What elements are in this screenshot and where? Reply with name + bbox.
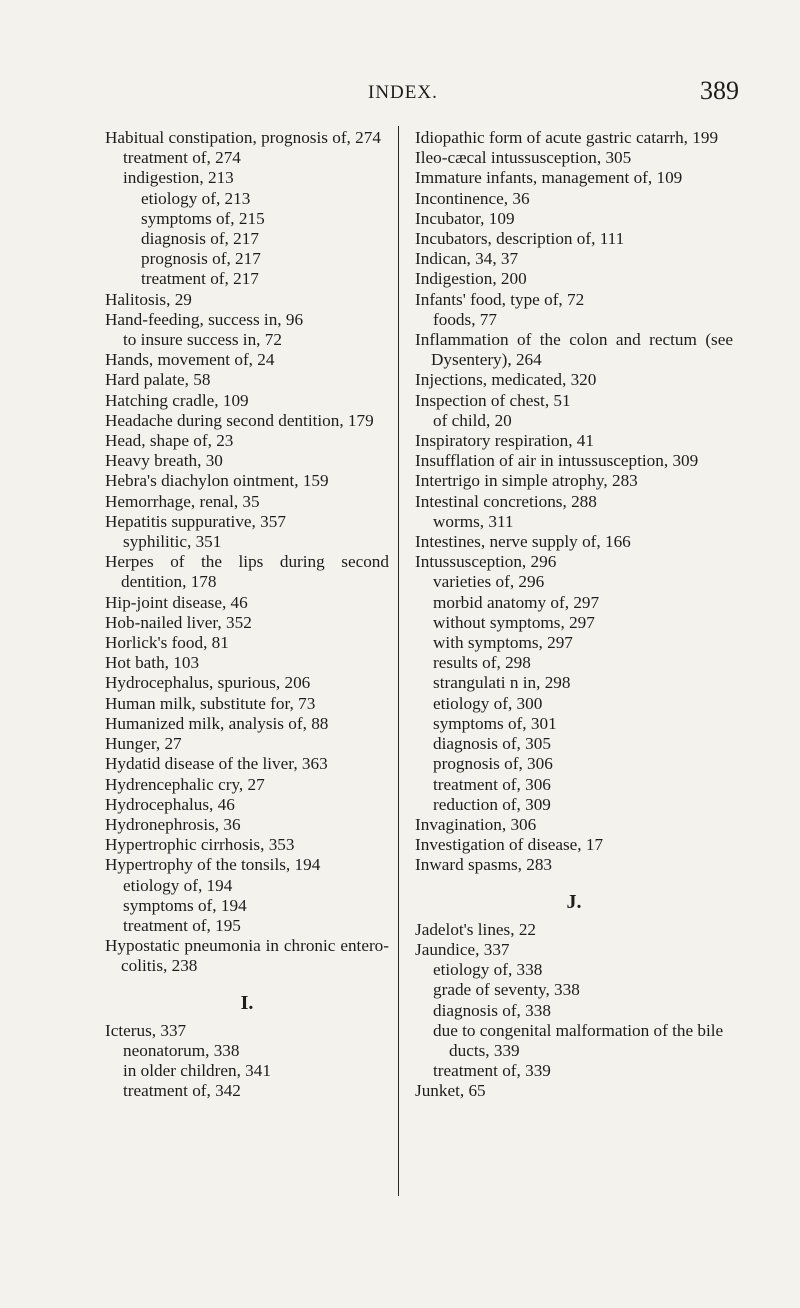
index-entry: Jadelot's lines, 22 bbox=[415, 919, 537, 939]
index-subentry: neonatorum, 338 bbox=[123, 1040, 240, 1060]
index-entry: Idiopathic form of acute gastric catarrh, 199 bbox=[415, 128, 719, 147]
index-subentry: treatment of, 274 bbox=[123, 148, 241, 168]
index-entry: Hydrocephalus, spurious, 206 bbox=[105, 673, 311, 693]
index-entry: Indican, 34, 37 bbox=[415, 249, 519, 269]
index-entry: Inspection of chest, 51 bbox=[415, 390, 571, 410]
index-subentry: strangulati n in, 298 bbox=[433, 673, 571, 693]
index-entry: Hebra's diachylon ointment, 159 bbox=[105, 471, 329, 491]
index-entry: Intussusception, 296 bbox=[415, 552, 557, 572]
index-entry: Hypertrophy of the tonsils, 194 bbox=[105, 855, 321, 875]
index-entry: Junket, 65 bbox=[415, 1081, 486, 1101]
index-subentry: in older children, 341 bbox=[123, 1061, 271, 1081]
index-entry: Incubators, description of, 111 bbox=[415, 229, 625, 249]
section-heading-i: I. bbox=[240, 991, 254, 1014]
index-subentry: worms, 311 bbox=[433, 511, 514, 531]
index-entry: Hard palate, 58 bbox=[105, 370, 211, 390]
running-title: INDEX. bbox=[368, 82, 438, 103]
index-entry: Head, shape of, 23 bbox=[105, 431, 234, 451]
index-entry: Immature infants, management of, 109 bbox=[415, 168, 683, 188]
index-entry: Human milk, substitute for, 73 bbox=[105, 693, 316, 713]
index-entry: Inspiratory respiration, 41 bbox=[415, 431, 594, 451]
index-column-left bbox=[105, 128, 389, 1102]
index-entry: Inflammation of the colon and rectum (see Dysentery), 264 bbox=[415, 330, 733, 370]
index-subentry: with symptoms, 297 bbox=[433, 633, 573, 653]
index-entry: Injections, medicated, 320 bbox=[415, 370, 597, 390]
index-entry: Hydrencephalic cry, 27 bbox=[105, 774, 265, 794]
index-entry: Invagination, 306 bbox=[415, 814, 537, 834]
index-subentry: prognosis of, 306 bbox=[433, 754, 553, 774]
index-entry: Hunger, 27 bbox=[105, 734, 182, 754]
index-entry: indigestion, 213 bbox=[123, 168, 234, 188]
index-entry: Horlick's food, 81 bbox=[105, 633, 229, 653]
index-entry: Intestines, nerve supply of, 166 bbox=[415, 532, 631, 552]
index-subentry: treatment of, 306 bbox=[433, 774, 551, 794]
index-entry: Heavy breath, 30 bbox=[105, 451, 223, 471]
index-subentry: grade of seventy, 338 bbox=[433, 980, 580, 1000]
index-entry: Halitosis, 29 bbox=[105, 289, 192, 309]
index-entry: Intestinal concretions, 288 bbox=[415, 491, 597, 511]
index-entry: Hepatitis suppurative, 357 bbox=[105, 511, 286, 531]
index-subentry: treatment of, 342 bbox=[123, 1081, 241, 1101]
index-subentry: due to congenital malformation of the bile ducts, 339 bbox=[433, 1020, 724, 1060]
index-subentry: treatment of, 339 bbox=[433, 1061, 551, 1081]
index-entry: Indigestion, 200 bbox=[415, 269, 527, 289]
index-entry: Headache during second dentition, 179 bbox=[105, 410, 374, 430]
index-subentry: diagnosis of, 338 bbox=[433, 1000, 551, 1020]
index-subentry: symptoms of, 301 bbox=[433, 713, 557, 733]
index-subentry: varieties of, 296 bbox=[433, 572, 545, 592]
index-entry: Icterus, 337 bbox=[105, 1020, 187, 1040]
index-subentry: etiology of, 194 bbox=[123, 875, 233, 895]
index-entry: Hatching cradle, 109 bbox=[105, 390, 249, 410]
j-entries-list bbox=[415, 920, 733, 1102]
index-subentry: without symptoms, 297 bbox=[433, 612, 595, 632]
column-divider bbox=[398, 126, 399, 1196]
index-subentry: results of, 298 bbox=[433, 653, 531, 673]
i-entries-list bbox=[105, 1021, 389, 1102]
index-entry: Intertrigo in simple atrophy, 283 bbox=[415, 471, 638, 491]
index-entry: Hot bath, 103 bbox=[105, 653, 200, 673]
index-entry: Investigation of disease, 17 bbox=[415, 835, 604, 855]
index-subentry: symptoms of, 215 bbox=[141, 208, 265, 228]
index-column-right bbox=[415, 128, 733, 1102]
index-subentry: reduction of, 309 bbox=[433, 794, 551, 814]
index-subentry: etiology of, 213 bbox=[141, 188, 251, 208]
index-subentry: symptoms of, 194 bbox=[123, 895, 247, 915]
index-subentry: to insure success in, 72 bbox=[123, 330, 282, 350]
index-entry: Jaundice, 337 bbox=[415, 939, 510, 959]
index-entry: Habitual constipation, prognosis of, 274 bbox=[105, 128, 381, 147]
index-subentry: etiology of, 338 bbox=[433, 960, 543, 980]
index-entry: Hip-joint disease, 46 bbox=[105, 592, 248, 612]
index-entry: Incubator, 109 bbox=[415, 208, 515, 228]
index-subentry: treatment of, 217 bbox=[141, 269, 259, 289]
index-subentry: of child, 20 bbox=[433, 410, 512, 430]
h-entries-list bbox=[105, 128, 389, 977]
index-entry: Hydrocephalus, 46 bbox=[105, 794, 235, 814]
index-entry: Infants' food, type of, 72 bbox=[415, 289, 585, 309]
index-entry: Insufflation of air in intussusception, 309 bbox=[415, 451, 699, 471]
index-subentry: morbid anatomy of, 297 bbox=[433, 592, 600, 612]
index-subentry: treatment of, 195 bbox=[123, 915, 241, 935]
page-header bbox=[0, 74, 800, 114]
index-entry: Hand-feeding, success in, 96 bbox=[105, 309, 304, 329]
index-subentry: diagnosis of, 217 bbox=[141, 229, 259, 249]
index-entry: Hydronephrosis, 36 bbox=[105, 814, 241, 834]
index-subentry: foods, 77 bbox=[433, 309, 497, 329]
section-heading-j: J. bbox=[566, 890, 582, 913]
index-subentry: prognosis of, 217 bbox=[141, 249, 261, 269]
index-entry: Herpes of the lips during second dentition, 178 bbox=[105, 552, 389, 592]
index-subentry: etiology of, 300 bbox=[433, 693, 543, 713]
index-entry: Hob-nailed liver, 352 bbox=[105, 612, 252, 632]
index-entry: Hydatid disease of the liver, 363 bbox=[105, 754, 328, 774]
index-entry: Hemorrhage, renal, 35 bbox=[105, 491, 260, 511]
index-entry: Hypostatic pneumonia in chronic entero-colitis, 238 bbox=[105, 936, 389, 976]
index-subentry: diagnosis of, 305 bbox=[433, 734, 551, 754]
i-entries-list-continued bbox=[415, 128, 733, 876]
page-number: 389 bbox=[700, 76, 739, 105]
index-entry: Inward spasms, 283 bbox=[415, 855, 553, 875]
index-entry: Hypertrophic cirrhosis, 353 bbox=[105, 835, 295, 855]
index-entry: Incontinence, 36 bbox=[415, 188, 530, 208]
index-subentry: syphilitic, 351 bbox=[123, 532, 222, 552]
index-entry: Ileo-cæcal intussusception, 305 bbox=[415, 148, 632, 168]
index-entry: Humanized milk, analysis of, 88 bbox=[105, 713, 329, 733]
index-entry: Hands, movement of, 24 bbox=[105, 350, 275, 370]
